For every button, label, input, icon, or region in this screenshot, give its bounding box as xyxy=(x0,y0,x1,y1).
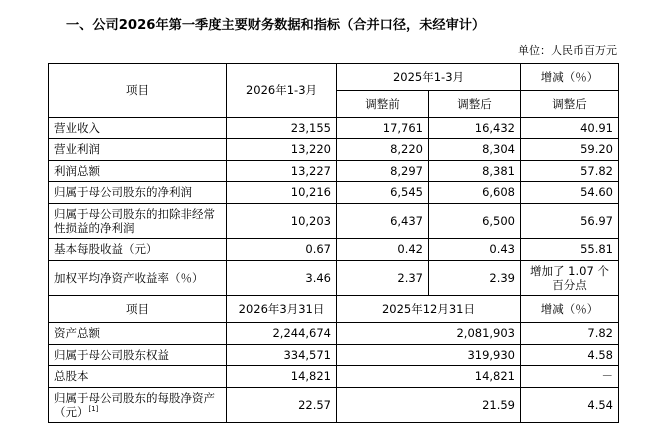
table-row xyxy=(49,203,619,239)
row-value-prior: 319,930 xyxy=(337,344,521,365)
row-value-change: － xyxy=(521,366,619,387)
row-label: 营业利润 xyxy=(49,139,227,160)
row-label: 加权平均净资产收益率（％） xyxy=(49,260,227,296)
row-value-change: 4.58 xyxy=(521,344,619,365)
row-value-change: 55.81 xyxy=(521,239,619,260)
table-header-row xyxy=(49,64,619,91)
row-value-change: 40.91 xyxy=(521,118,619,139)
table-row xyxy=(49,160,619,181)
row-value-prior: 14,821 xyxy=(337,366,521,387)
table2-header-row xyxy=(49,296,619,323)
row-value-after: 6,608 xyxy=(429,182,521,203)
row-value-2026: 23,155 xyxy=(227,118,337,139)
row-value-change: 4.54 xyxy=(521,387,619,423)
row-value-2026: 10,203 xyxy=(227,203,337,239)
row-value-before: 17,761 xyxy=(337,118,429,139)
header-before-adjust: 调整前 xyxy=(337,91,429,118)
header2-date-prior: 2025年12月31日 xyxy=(337,296,521,323)
table-row xyxy=(49,139,619,160)
row-value-after: 2.39 xyxy=(429,260,521,296)
table-row xyxy=(49,344,619,365)
header2-change: 增减（％） xyxy=(521,296,619,323)
row-value-change: 增加了 1.07 个百分点 xyxy=(521,260,619,296)
row-value-change: 59.20 xyxy=(521,139,619,160)
row-label-text: 归属于母公司股东的每股净资产（元） xyxy=(54,390,215,419)
header-after-adjust: 调整后 xyxy=(429,91,521,118)
row-value-change: 54.60 xyxy=(521,182,619,203)
page-title: 一、公司2026年第一季度主要财务数据和指标（合并口径，未经审计） xyxy=(66,18,486,33)
header2-date-current: 2026年3月31日 xyxy=(227,296,337,323)
header-change-after-adjust: 调整后 xyxy=(521,91,619,118)
row-label xyxy=(49,387,227,423)
footnote-marker: [1] xyxy=(88,405,99,414)
row-label: 营业收入 xyxy=(49,118,227,139)
row-value-change: 57.82 xyxy=(521,160,619,181)
header-item: 项目 xyxy=(49,64,227,118)
table-row xyxy=(49,366,619,387)
row-value-before: 6,437 xyxy=(337,203,429,239)
row-value-after: 16,432 xyxy=(429,118,521,139)
row-value-current: 2,244,674 xyxy=(227,323,337,344)
row-value-2026: 13,220 xyxy=(227,139,337,160)
table-row xyxy=(49,260,619,296)
row-value-before: 0.42 xyxy=(337,239,429,260)
row-label: 归属于母公司股东权益 xyxy=(49,344,227,365)
row-label: 归属于母公司股东的净利润 xyxy=(49,182,227,203)
row-value-before: 6,545 xyxy=(337,182,429,203)
row-label: 总股本 xyxy=(49,366,227,387)
row-value-before: 2.37 xyxy=(337,260,429,296)
row-label: 资产总额 xyxy=(49,323,227,344)
header-2026-period: 2026年1-3月 xyxy=(227,64,337,118)
row-value-current: 22.57 xyxy=(227,387,337,423)
unit-note: 单位：人民币百万元 xyxy=(518,44,617,57)
row-label: 利润总额 xyxy=(49,160,227,181)
table-row xyxy=(49,239,619,260)
row-value-current: 14,821 xyxy=(227,366,337,387)
row-value-current: 334,571 xyxy=(227,344,337,365)
table-row xyxy=(49,182,619,203)
row-value-after: 8,304 xyxy=(429,139,521,160)
row-value-2026: 10,216 xyxy=(227,182,337,203)
row-label: 基本每股收益（元） xyxy=(49,239,227,260)
header-change: 增减（％） xyxy=(521,64,619,91)
row-value-2026: 0.67 xyxy=(227,239,337,260)
row-value-after: 6,500 xyxy=(429,203,521,239)
row-value-after: 8,381 xyxy=(429,160,521,181)
table-row xyxy=(49,323,619,344)
row-value-before: 8,220 xyxy=(337,139,429,160)
table-row xyxy=(49,118,619,139)
row-value-2026: 3.46 xyxy=(227,260,337,296)
row-value-before: 8,297 xyxy=(337,160,429,181)
row-value-after: 0.43 xyxy=(429,239,521,260)
header2-item: 项目 xyxy=(49,296,227,323)
row-value-change: 56.97 xyxy=(521,203,619,239)
row-label: 归属于母公司股东的扣除非经常性损益的净利润 xyxy=(49,203,227,239)
row-value-prior: 21.59 xyxy=(337,387,521,423)
row-value-2026: 13,227 xyxy=(227,160,337,181)
table-row xyxy=(49,387,619,423)
financial-table xyxy=(48,63,619,423)
row-value-change: 7.82 xyxy=(521,323,619,344)
row-value-prior: 2,081,903 xyxy=(337,323,521,344)
header-2025-period: 2025年1-3月 xyxy=(337,64,521,91)
